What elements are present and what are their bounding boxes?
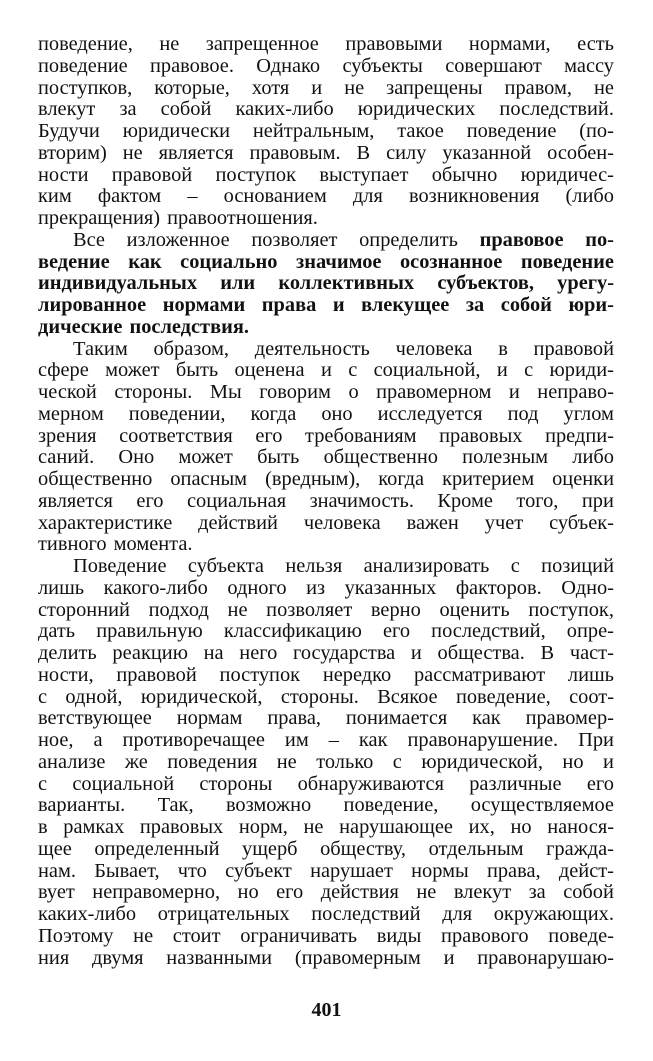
text-line: ким фактом – основанием для возникновения (либо bbox=[38, 185, 614, 208]
text-line: вует неправомерно, но его действия не влекут за собой bbox=[38, 881, 614, 904]
text-line: мерном поведении, когда оно исследуется под углом bbox=[38, 402, 614, 425]
text-line: с социальной стороны обнаруживаются различные его bbox=[38, 772, 614, 795]
text-line: вторим) не является правовым. В силу указанной особен- bbox=[38, 141, 614, 164]
text-line: дические последствия. bbox=[38, 315, 249, 338]
text-line: сфере может быть оценена и с социальной, и с юриди- bbox=[38, 359, 614, 382]
text-line: дать правильную классификацию его последствий, опре- bbox=[38, 620, 614, 643]
text-line: щее определенный ущерб обществу, отдельным гражда- bbox=[38, 837, 614, 860]
text-line: индивидуальных или коллективных субъектов, урегу- bbox=[38, 272, 614, 295]
text-line: Таким образом, деятельность человека в правовой bbox=[73, 337, 614, 360]
text-line: ческой стороны. Мы говорим о правомерном и неправо- bbox=[38, 381, 614, 403]
text-line: прекращения) правоотношения. bbox=[38, 207, 318, 229]
text-line: характеристике действий человека важен учет субъек- bbox=[38, 511, 614, 534]
paragraph-p1 bbox=[38, 34, 614, 230]
bold-term: по- bbox=[585, 228, 614, 251]
text-line: каких-либо отрицательных последствий для окружающих. bbox=[38, 903, 614, 925]
text-line: с одной, юридической, стороны. Всякое поведение, соот- bbox=[38, 685, 614, 708]
text-line: в рамках правовых норм, не нарушающее их, но нанося- bbox=[38, 816, 614, 838]
page-body bbox=[38, 34, 614, 969]
paragraph-p4 bbox=[38, 556, 614, 969]
text-line: поведение, не запрещенное правовыми нормами, есть bbox=[38, 33, 614, 55]
bold-term: правовое bbox=[479, 228, 564, 251]
text-line: ветствующее нормам права, понимается как правомер- bbox=[38, 707, 614, 730]
text-line: варианты. Так, возможно поведение, осуществляемое bbox=[38, 794, 614, 817]
text-line: ное, а противоречащее им – как правонарушение. При bbox=[38, 729, 614, 751]
text-line: Поэтому не стоит ограничивать виды правового поведе- bbox=[38, 924, 614, 947]
text-line: ности правовой поступок выступает обычно юридичес- bbox=[38, 163, 614, 186]
text-line: ния двумя названными (правомерным и правонарушаю- bbox=[38, 946, 614, 969]
text-line: ведение как социально значимое осознанное поведение bbox=[38, 250, 614, 273]
text-line: поведение правовое. Однако субъекты совершают массу bbox=[38, 54, 614, 77]
text-line: зрения соответствия его требованиям правовых предпи- bbox=[38, 424, 614, 447]
text-line: общественно опасным (вредным), когда критерием оценки bbox=[38, 468, 614, 490]
text-line: делить реакцию на него государства и общества. В част- bbox=[38, 642, 614, 664]
paragraph-p3 bbox=[38, 339, 614, 557]
text-line: влекут за собой каких-либо юридических последствий. bbox=[38, 98, 614, 121]
text-line: Поведение субъекта нельзя анализировать с позиций bbox=[73, 555, 614, 577]
text-line: саний. Оно может быть общественно полезным либо bbox=[38, 446, 614, 469]
text-line: лишь какого-либо одного из указанных факторов. Одно- bbox=[38, 576, 614, 599]
text-line: сторонний подход не позволяет верно оценить поступок, bbox=[38, 598, 614, 621]
text-line: Все изложенное позволяет определить правовое по- bbox=[73, 228, 614, 251]
text-line: нам. Бывает, что субъект нарушает нормы права, дейст- bbox=[38, 859, 614, 882]
text-line: ности, правовой поступок нередко рассматривают лишь bbox=[38, 663, 614, 686]
text-line: тивного момента. bbox=[38, 533, 193, 556]
page-number: 401 bbox=[311, 999, 342, 1021]
text-line: поступков, которые, хотя и не запрещены правом, не bbox=[38, 76, 614, 99]
text-line: анализе же поведения не только с юридической, но и bbox=[38, 750, 614, 773]
paragraph-p2 bbox=[38, 230, 614, 339]
text-line: является его социальная значимость. Кроме того, при bbox=[38, 489, 614, 512]
text-line: лированное нормами права и влекущее за собой юри- bbox=[38, 294, 614, 316]
text-line: Будучи юридически нейтральным, такое поведение (по- bbox=[38, 120, 614, 142]
